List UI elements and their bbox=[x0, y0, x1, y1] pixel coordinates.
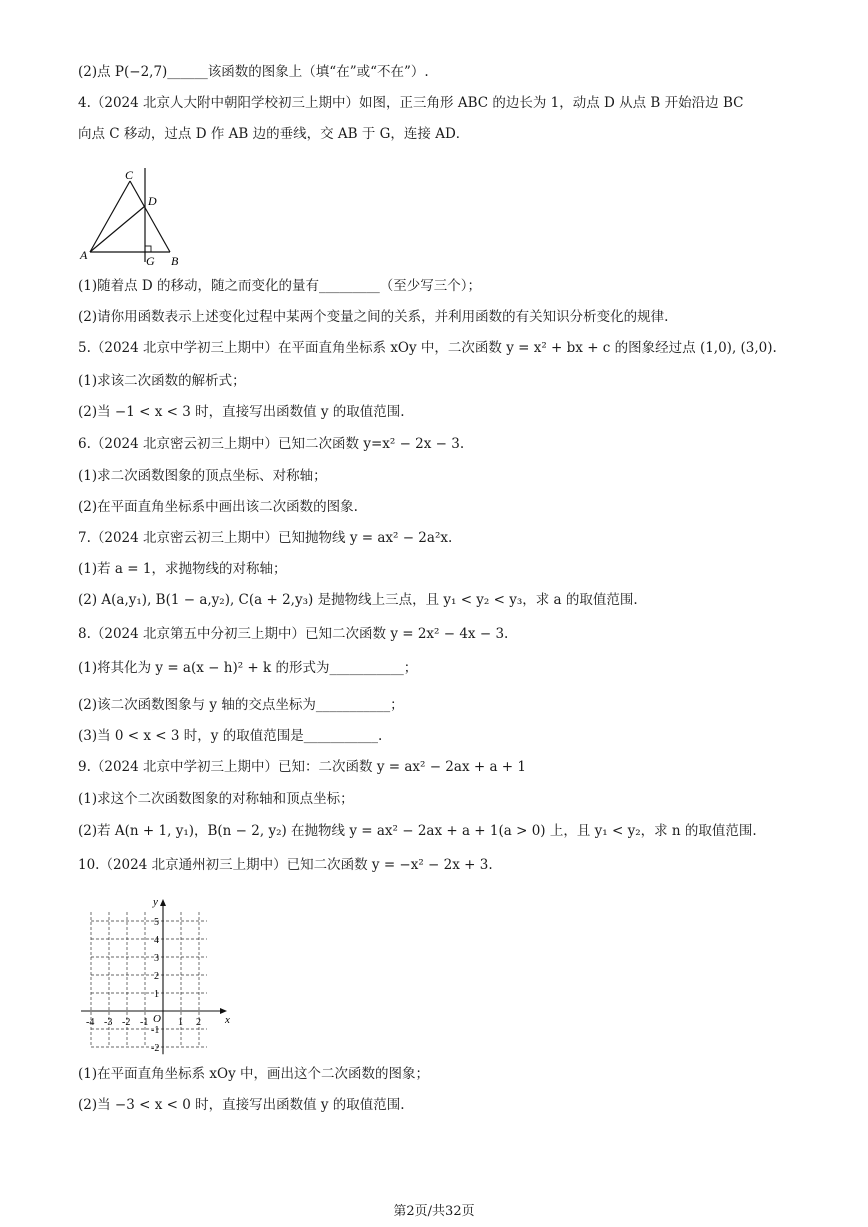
text-line: (2)若 A(n + 1, y₁)，B(n − 2, y₂) 在抛物线 y = ax² − 2ax + a + 1(a > 0) 上，且 y₁ < y₂，求 n 的取值范围. bbox=[78, 823, 757, 839]
x-tick-label: -1 bbox=[140, 1017, 149, 1028]
text-line: (1)随着点 D 的移动，随之而变化的量有_________（至少写三个）； bbox=[78, 278, 482, 294]
text-line: (2) A(a,y₁), B(1 − a,y₂), C(a + 2,y₃) 是抛物线上三点，且 y₁ < y₂ < y₃，求 a 的取值范围. bbox=[78, 592, 638, 608]
x-tick-label: -2 bbox=[122, 1017, 131, 1028]
x-tick-label: -3 bbox=[104, 1017, 113, 1028]
y-tick-label: -1 bbox=[151, 1025, 160, 1036]
text-line: 5.（2024 北京中学初三上期中）在平面直角坐标系 xOy 中，二次函数 y = x² + bx + c 的图象经过点 (1,0), (3,0). bbox=[78, 340, 777, 356]
page-footer: 第2页/共32页 bbox=[393, 1204, 475, 1219]
text-line: 10.（2024 北京通州初三上期中）已知二次函数 y = −x² − 2x + 3. bbox=[78, 857, 493, 873]
label-D: D bbox=[148, 194, 157, 208]
text-line: (2)点 P(−2,7)______该函数的图象上（填“在”或“不在”）. bbox=[78, 64, 429, 80]
triangle-figure bbox=[78, 164, 188, 270]
text-line: 6.（2024 北京密云初三上期中）已知二次函数 y=x² − 2x − 3. bbox=[78, 436, 465, 452]
x-tick-label: 2 bbox=[196, 1017, 201, 1028]
y-tick-label: 4 bbox=[154, 935, 159, 946]
text-line: (2)该二次函数图象与 y 轴的交点坐标为___________； bbox=[78, 697, 404, 713]
text-line: (2)在平面直角坐标系中画出该二次函数的图象. bbox=[78, 499, 358, 515]
x-tick-label: 1 bbox=[178, 1017, 183, 1028]
text-line: 9.（2024 北京中学初三上期中）已知：二次函数 y = ax² − 2ax + a + 1 bbox=[78, 759, 526, 775]
text-line: (1)将其化为 y = a(x − h)² + k 的形式为___________； bbox=[78, 660, 418, 676]
text-line: (1)若 a = 1，求抛物线的对称轴； bbox=[78, 561, 287, 577]
x-tick-label: -4 bbox=[86, 1017, 95, 1028]
label-B: B bbox=[171, 254, 179, 268]
y-tick-label: -2 bbox=[151, 1043, 160, 1054]
text-line: (1)求该二次函数的解析式； bbox=[78, 373, 246, 389]
text-line: 向点 C 移动，过点 D 作 AB 边的垂线，交 AB 于 G，连接 AD． bbox=[78, 126, 470, 142]
label-G: G bbox=[146, 254, 155, 268]
text-line: (1)求这个二次函数图象的对称轴和顶点坐标； bbox=[78, 791, 354, 807]
x-axis-label: x bbox=[225, 1014, 230, 1026]
text-line: 7.（2024 北京密云初三上期中）已知抛物线 y = ax² − 2a²x. bbox=[78, 530, 453, 546]
y-axis-label: y bbox=[153, 896, 158, 908]
y-axis-arrow bbox=[160, 899, 166, 906]
y-tick-label: 1 bbox=[154, 989, 159, 1000]
label-A: A bbox=[80, 248, 88, 262]
text-line: (2)当 −1 < x < 3 时，直接写出函数值 y 的取值范围. bbox=[78, 404, 405, 420]
text-line: (2)当 −3 < x < 0 时，直接写出函数值 y 的取值范围. bbox=[78, 1097, 405, 1113]
y-tick-label: 3 bbox=[154, 953, 159, 964]
origin-label: O bbox=[153, 1013, 161, 1025]
y-tick-label: 5 bbox=[154, 917, 159, 928]
y-tick-label: 2 bbox=[154, 971, 159, 982]
text-line: (1)求二次函数图象的顶点坐标、对称轴； bbox=[78, 468, 327, 484]
text-line: (1)在平面直角坐标系 xOy 中，画出这个二次函数的图象； bbox=[78, 1066, 430, 1082]
text-line: 4.（2024 北京人大附中朝阳学校初三上期中）如图，正三角形 ABC 的边长为 1，动点 D 从点 B 开始沿边 BC bbox=[78, 95, 744, 111]
text-line: (3)当 0 < x < 3 时，y 的取值范围是___________. bbox=[78, 728, 383, 744]
label-C: C bbox=[125, 168, 134, 182]
coordinate-grid-figure bbox=[78, 893, 228, 1063]
text-line: 8.（2024 北京第五中分初三上期中）已知二次函数 y = 2x² − 4x − 3. bbox=[78, 626, 509, 642]
text-line: (2)请你用函数表示上述变化过程中某两个变量之间的关系，并利用函数的有关知识分析变化的规律. bbox=[78, 309, 669, 325]
